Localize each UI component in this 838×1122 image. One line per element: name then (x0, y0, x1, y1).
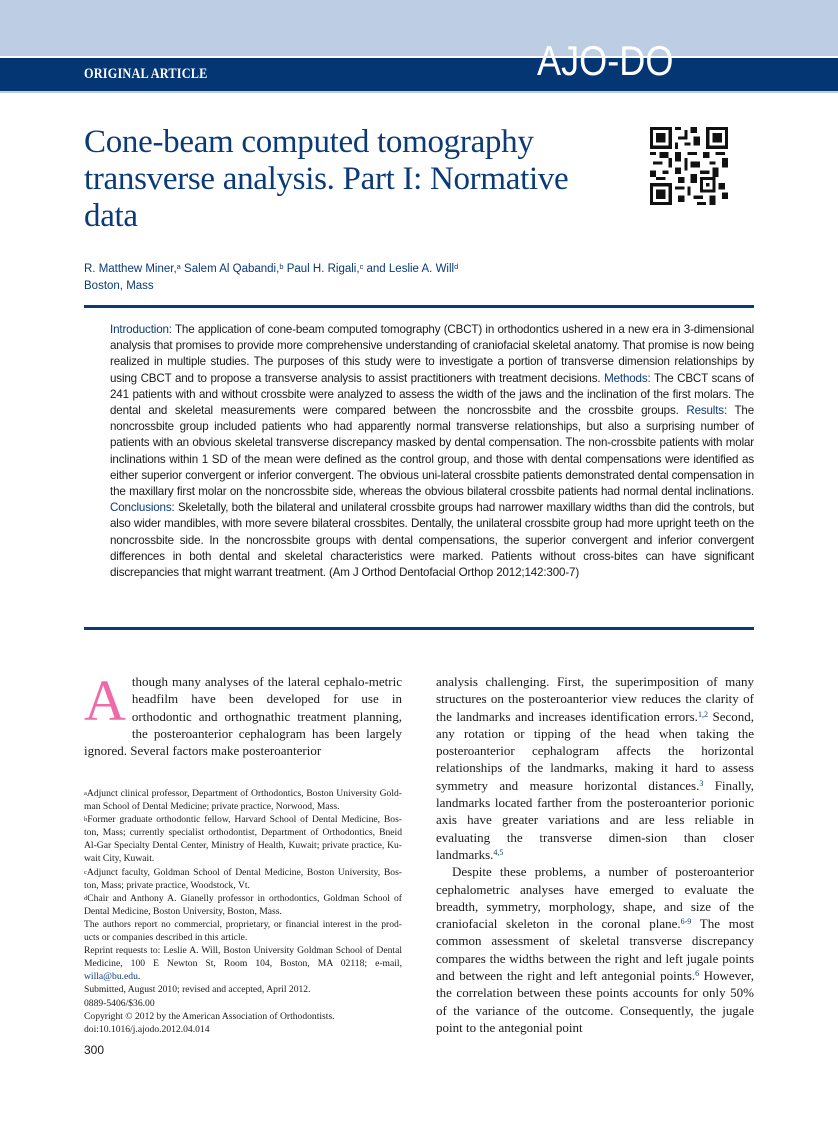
reprint-text: Reprint requests to: Leslie A. Will, Boston University Goldman School of Dental Medicine, 100 E Newton St, Room 104, Boston, MA 02118; e-mail, (84, 945, 402, 970)
reference-link[interactable]: 6-9 (680, 917, 692, 927)
body-column-right (436, 673, 754, 1036)
affiliation-mark: a (176, 262, 181, 271)
affiliation-mark: b (279, 262, 284, 271)
body-text: Second, any rotation or tipping of the head when taking the posteroanterior cephalogram affects the horizontal relationships of the landmarks, making it hard to assess symmetry and measure horizontal distances. (436, 708, 754, 793)
author-list (84, 261, 458, 277)
reference-link[interactable]: 6 (695, 969, 700, 979)
section-label: ORIGINAL ARTICLE (84, 66, 208, 82)
header-under-rule (0, 91, 838, 93)
issn-price: 0889-5406/$36.00 (84, 997, 155, 1009)
email-link[interactable]: willa@bu.edu (84, 971, 138, 983)
punctuation: . (137, 971, 141, 983)
abstract-conclusions: Skeletally, both the bilateral and unilateral crossbite groups had narrower maxillary widths than did the controls, but also wider mandibles, with more severe bilateral crossbites. Dentally, the unilateral crossbite group had more upright teeth on the noncrossbite side. In the noncrossbite groups with dental compensations, the superior convergent and inferior convergent differences in both dental and skeletal characteristics were marked. Patients without cross-bites can have significant discrepancies that might warrant treatment. (110, 501, 754, 580)
abstract-top-rule (84, 305, 754, 308)
abstract-conclusions-heading: Conclusions: (110, 501, 175, 515)
body-text: The most common assessment of skeletal transverse discrepancy compares the widths between the right and left jugale points and between the right and left antegonial points. (436, 916, 755, 984)
author-name[interactable]: Salem Al Qabandi, (184, 263, 280, 275)
footnote-mark: d (84, 894, 88, 902)
footnote-text: Adjunct clinical professor, Department of Orthodontics, Boston University Gold-man School of Dental Medicine; private practice, Norwood, Mass. (84, 788, 402, 813)
body-text: analysis challenging. First, the superimposition of many structures on the posteroanterior view reduces the clarity of the landmarks and increases identification errors. (436, 674, 754, 724)
footnote-text: Chair and Anthony A. Gianelly professor in orthodontics, Goldman School of Dental Medicine, Boston University, Boston, Mass. (84, 892, 402, 917)
body-text: However, the correlation between these points accounts for only 50% of the variance of the outcome. Consequently, the jugale point to the antegonial point (436, 968, 754, 1035)
footnote-mark: c (84, 868, 87, 876)
author-name[interactable]: and Leslie A. Will (366, 263, 455, 275)
footnote-d (84, 892, 402, 918)
footnotes (84, 787, 402, 1036)
footnote-text: Former graduate orthodontic fellow, Harvard School of Dental Medicine, Bos-ton, Mass; currently specialist orthodontist, Department of Orthodontics, Bneid Al-Gar Specialty Dental Center, Ministry of Health, Kuwait; private practice, Ku-wait City, Kuwait. (84, 814, 402, 865)
drop-cap: A (84, 668, 126, 733)
reprint-requests (84, 944, 402, 983)
author-name[interactable]: Paul H. Rigali, (286, 263, 360, 275)
abstract-methods: The CBCT scans of 241 patients with and without crossbite were analyzed to assess the width of the jaws and the inclination of the first molars. The dental and skeletal measurements were compared between the noncrossbite and the crossbite groups. (110, 371, 754, 418)
abstract (110, 322, 754, 581)
footnote-b (84, 813, 402, 865)
abstract-citation: (Am J Orthod Dentofacial Orthop 2012;142:300-7) (328, 566, 580, 580)
author-name[interactable]: R. Matthew Miner, (84, 263, 177, 275)
body-text: Despite these problems, a number of posteroanterior cephalometric analyses have emerged to evaluate the breadth, symmetry, morphology, shape, and size of the craniofacial skeleton in the coronal plane. (436, 864, 754, 932)
affiliation-mark: c (359, 262, 364, 271)
footnote-a (84, 787, 402, 813)
reference-link[interactable]: 1,2 (697, 709, 708, 719)
body-column-left (84, 668, 402, 759)
body-paragraph (436, 863, 754, 1036)
header-top-band (0, 0, 838, 56)
author-location: Boston, Mass (84, 280, 154, 292)
footnote-text: Adjunct faculty, Goldman School of Dental Medicine, Boston University, Bos-ton, Mass; private practice, Woodstock, Vt. (84, 866, 402, 891)
body-text: though many analyses of the lateral cephalo-metric headfilm have been developed for use in orthodontic and orthognathic treatment planning, the posteroanterior cephalogram has been largely ignored. Several factors make posteroanterior (84, 674, 402, 759)
submission-dates: Submitted, August 2010; revised and accepted, April 2012. (84, 984, 311, 996)
abstract-introduction-heading: Introduction: (110, 323, 172, 336)
copyright: Copyright © 2012 by the American Association of Orthodontists. (84, 1010, 335, 1022)
abstract-introduction: The application of cone-beam computed tomography (CBCT) in orthodontics ushered in a new era in 3-dimensional analysis that promises to provide more comprehensive understanding of craniofacial skeletal anatomy. That promise is now being realized in multiple studies. The purposes of this study were to investigate a portion of transverse dimension relationships by using CBCT and to propose a transverse analysis to assist practitioners with treatment decisions. (110, 323, 754, 385)
reference-link[interactable]: 3 (699, 778, 704, 788)
reference-link[interactable]: 4,5 (493, 847, 504, 857)
article-title: Cone-beam computed tomography transverse analysis. Part I: Normative data (84, 124, 569, 234)
page-number: 300 (84, 1043, 105, 1057)
abstract-results: The noncrossbite group included patients who had apparently normal transverse relationships, but also a surprising number of patients with an obvious skeletal transverse discrepancy masked by dental compensation. The non-crossbite patients with molar inclinations within 1 SD of the mean were defined as the control group, and those with dental compensations were identified as either superior convergent or inferior convergent. The obvious uni-lateral crossbite patients demonstrated dental compensation in the maxillary first molar on the noncrossbite side, whereas the obvious bilateral crossbite patients had normal dental inclinations. (110, 404, 754, 499)
abstract-methods-heading: Methods: (604, 371, 651, 385)
footnote-mark: b (84, 816, 88, 824)
footnote-mark: a (84, 790, 87, 797)
abstract-bottom-rule (84, 627, 754, 630)
abstract-results-heading: Results: (686, 404, 728, 418)
journal-logo: AJO-DO (537, 37, 674, 84)
qr-code-icon[interactable] (650, 127, 728, 205)
doi[interactable]: doi:10.1016/j.ajodo.2012.04.014 (84, 1023, 210, 1035)
disclosure: The authors report no commercial, proprietary, or financial interest in the prod-ucts or companies described in this article. (84, 918, 402, 944)
body-text: Finally, landmarks located farther from the posteroanterior porionic axis have greater variations and are less reliable in evaluating the transverse dimen-sion than closer landmarks. (436, 777, 754, 862)
footnote-c (84, 866, 402, 892)
affiliation-mark: d (454, 262, 459, 271)
